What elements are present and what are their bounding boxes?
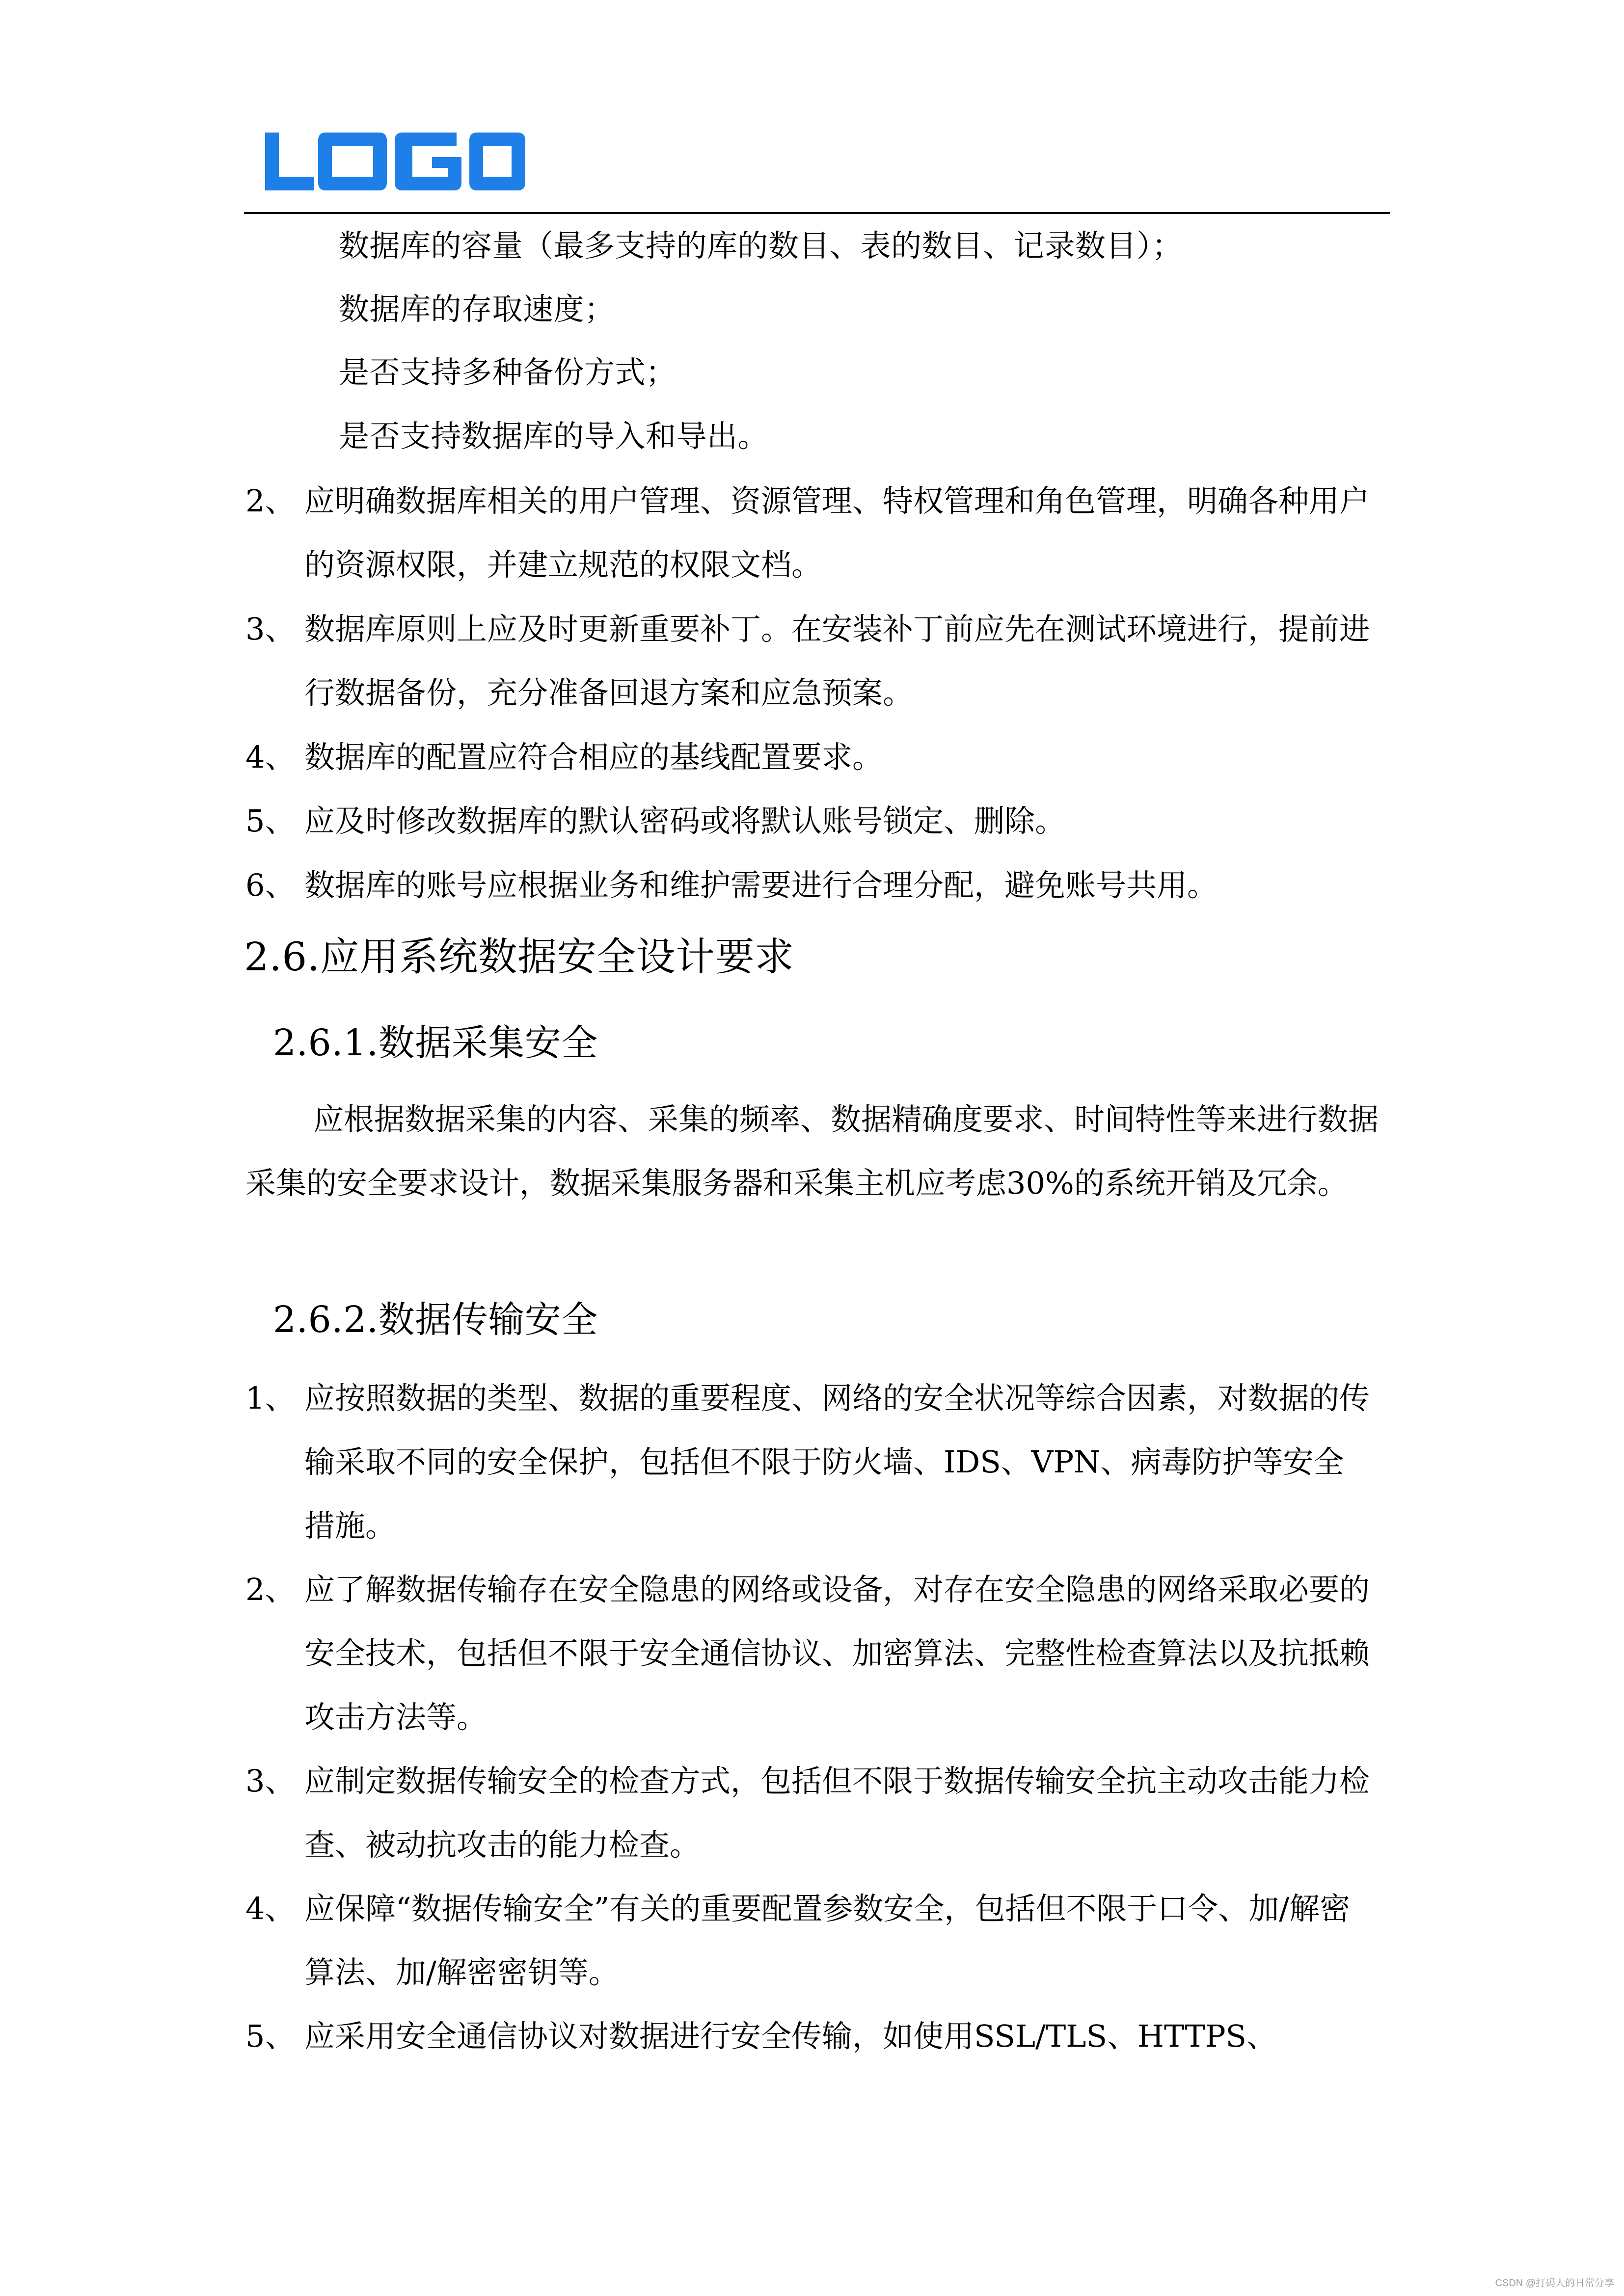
list-item-number: 6、 <box>245 867 296 903</box>
list-item-number: 2、 <box>245 483 296 519</box>
list-item-text: 应了解数据传输存在安全隐患的网络或设备，对存在安全隐患的网络采取必要的安全技术，包括但不限于安全通信协议、加密算法、完整性检查算法以及抗抵赖攻击方法等。 <box>304 1572 1370 1735</box>
section-heading-2-6-1: 2.6.1.数据采集安全 <box>273 1022 598 1064</box>
top-item-4: 是否支持数据库的导入和导出。 <box>339 418 769 454</box>
list-item-text: 数据库的账号应根据业务和维护需要进行合理分配，避免账号共用。 <box>304 867 1218 903</box>
top-item-2: 数据库的存取速度； <box>339 291 615 327</box>
list-item-text: 应及时修改数据库的默认密码或将默认账号锁定、删除。 <box>304 803 1066 839</box>
list-item-number: 3、 <box>245 1763 296 1799</box>
section-2-6-1-paragraph: 应根据数据采集的内容、采集的频率、数据精确度要求、时间特性等来进行数据采集的安全要求设计，数据采集服务器和采集主机应考虑30%的系统开销及冗余。 <box>245 1101 1379 1201</box>
list-item-number: 3、 <box>245 611 296 647</box>
company-logo <box>265 133 525 190</box>
list-item-text: 应保障“数据传输安全”有关的重要配置参数安全，包括但不限于口令、加/解密算法、加/解密密钥等。 <box>304 1891 1351 1990</box>
header-rule <box>244 212 1390 214</box>
list-item-text: 应采用安全通信协议对数据进行安全传输，如使用SSL/TLS、HTTPS、 <box>304 2018 1277 2054</box>
list-item-number: 2、 <box>245 1572 296 1607</box>
list-item-number: 1、 <box>245 1380 296 1416</box>
list-item-number: 4、 <box>245 739 296 775</box>
list-item-number: 5、 <box>245 803 296 839</box>
watermark: CSDN @打码人的日常分享 <box>1495 2278 1614 2289</box>
top-item-1: 数据库的容量（最多支持的库的数目、表的数目、记录数目）； <box>339 228 1183 264</box>
list-item-text: 应制定数据传输安全的检查方式，包括但不限于数据传输安全抗主动攻击能力检查、被动抗攻击的能力检查。 <box>304 1763 1370 1863</box>
list-item-number: 5、 <box>245 2018 296 2054</box>
list-item-text: 数据库原则上应及时更新重要补丁。在安装补丁前应先在测试环境进行，提前进行数据备份，充分准备回退方案和应急预案。 <box>304 611 1370 711</box>
list-item-number: 4、 <box>245 1891 296 1926</box>
list-item-text: 应按照数据的类型、数据的重要程度、网络的安全状况等综合因素，对数据的传输采取不同的安全保护，包括但不限于防火墙、IDS、VPN、病毒防护等安全措施。 <box>304 1380 1370 1544</box>
list-item-text: 数据库的配置应符合相应的基线配置要求。 <box>304 739 883 775</box>
section-heading-2-6-2: 2.6.2.数据传输安全 <box>273 1299 598 1341</box>
section-heading-2-6: 2.6.应用系统数据安全设计要求 <box>244 934 794 980</box>
top-item-3: 是否支持多种备份方式； <box>339 354 677 390</box>
list-item-text: 应明确数据库相关的用户管理、资源管理、特权管理和角色管理，明确各种用户的资源权限，并建立规范的权限文档。 <box>304 483 1370 583</box>
